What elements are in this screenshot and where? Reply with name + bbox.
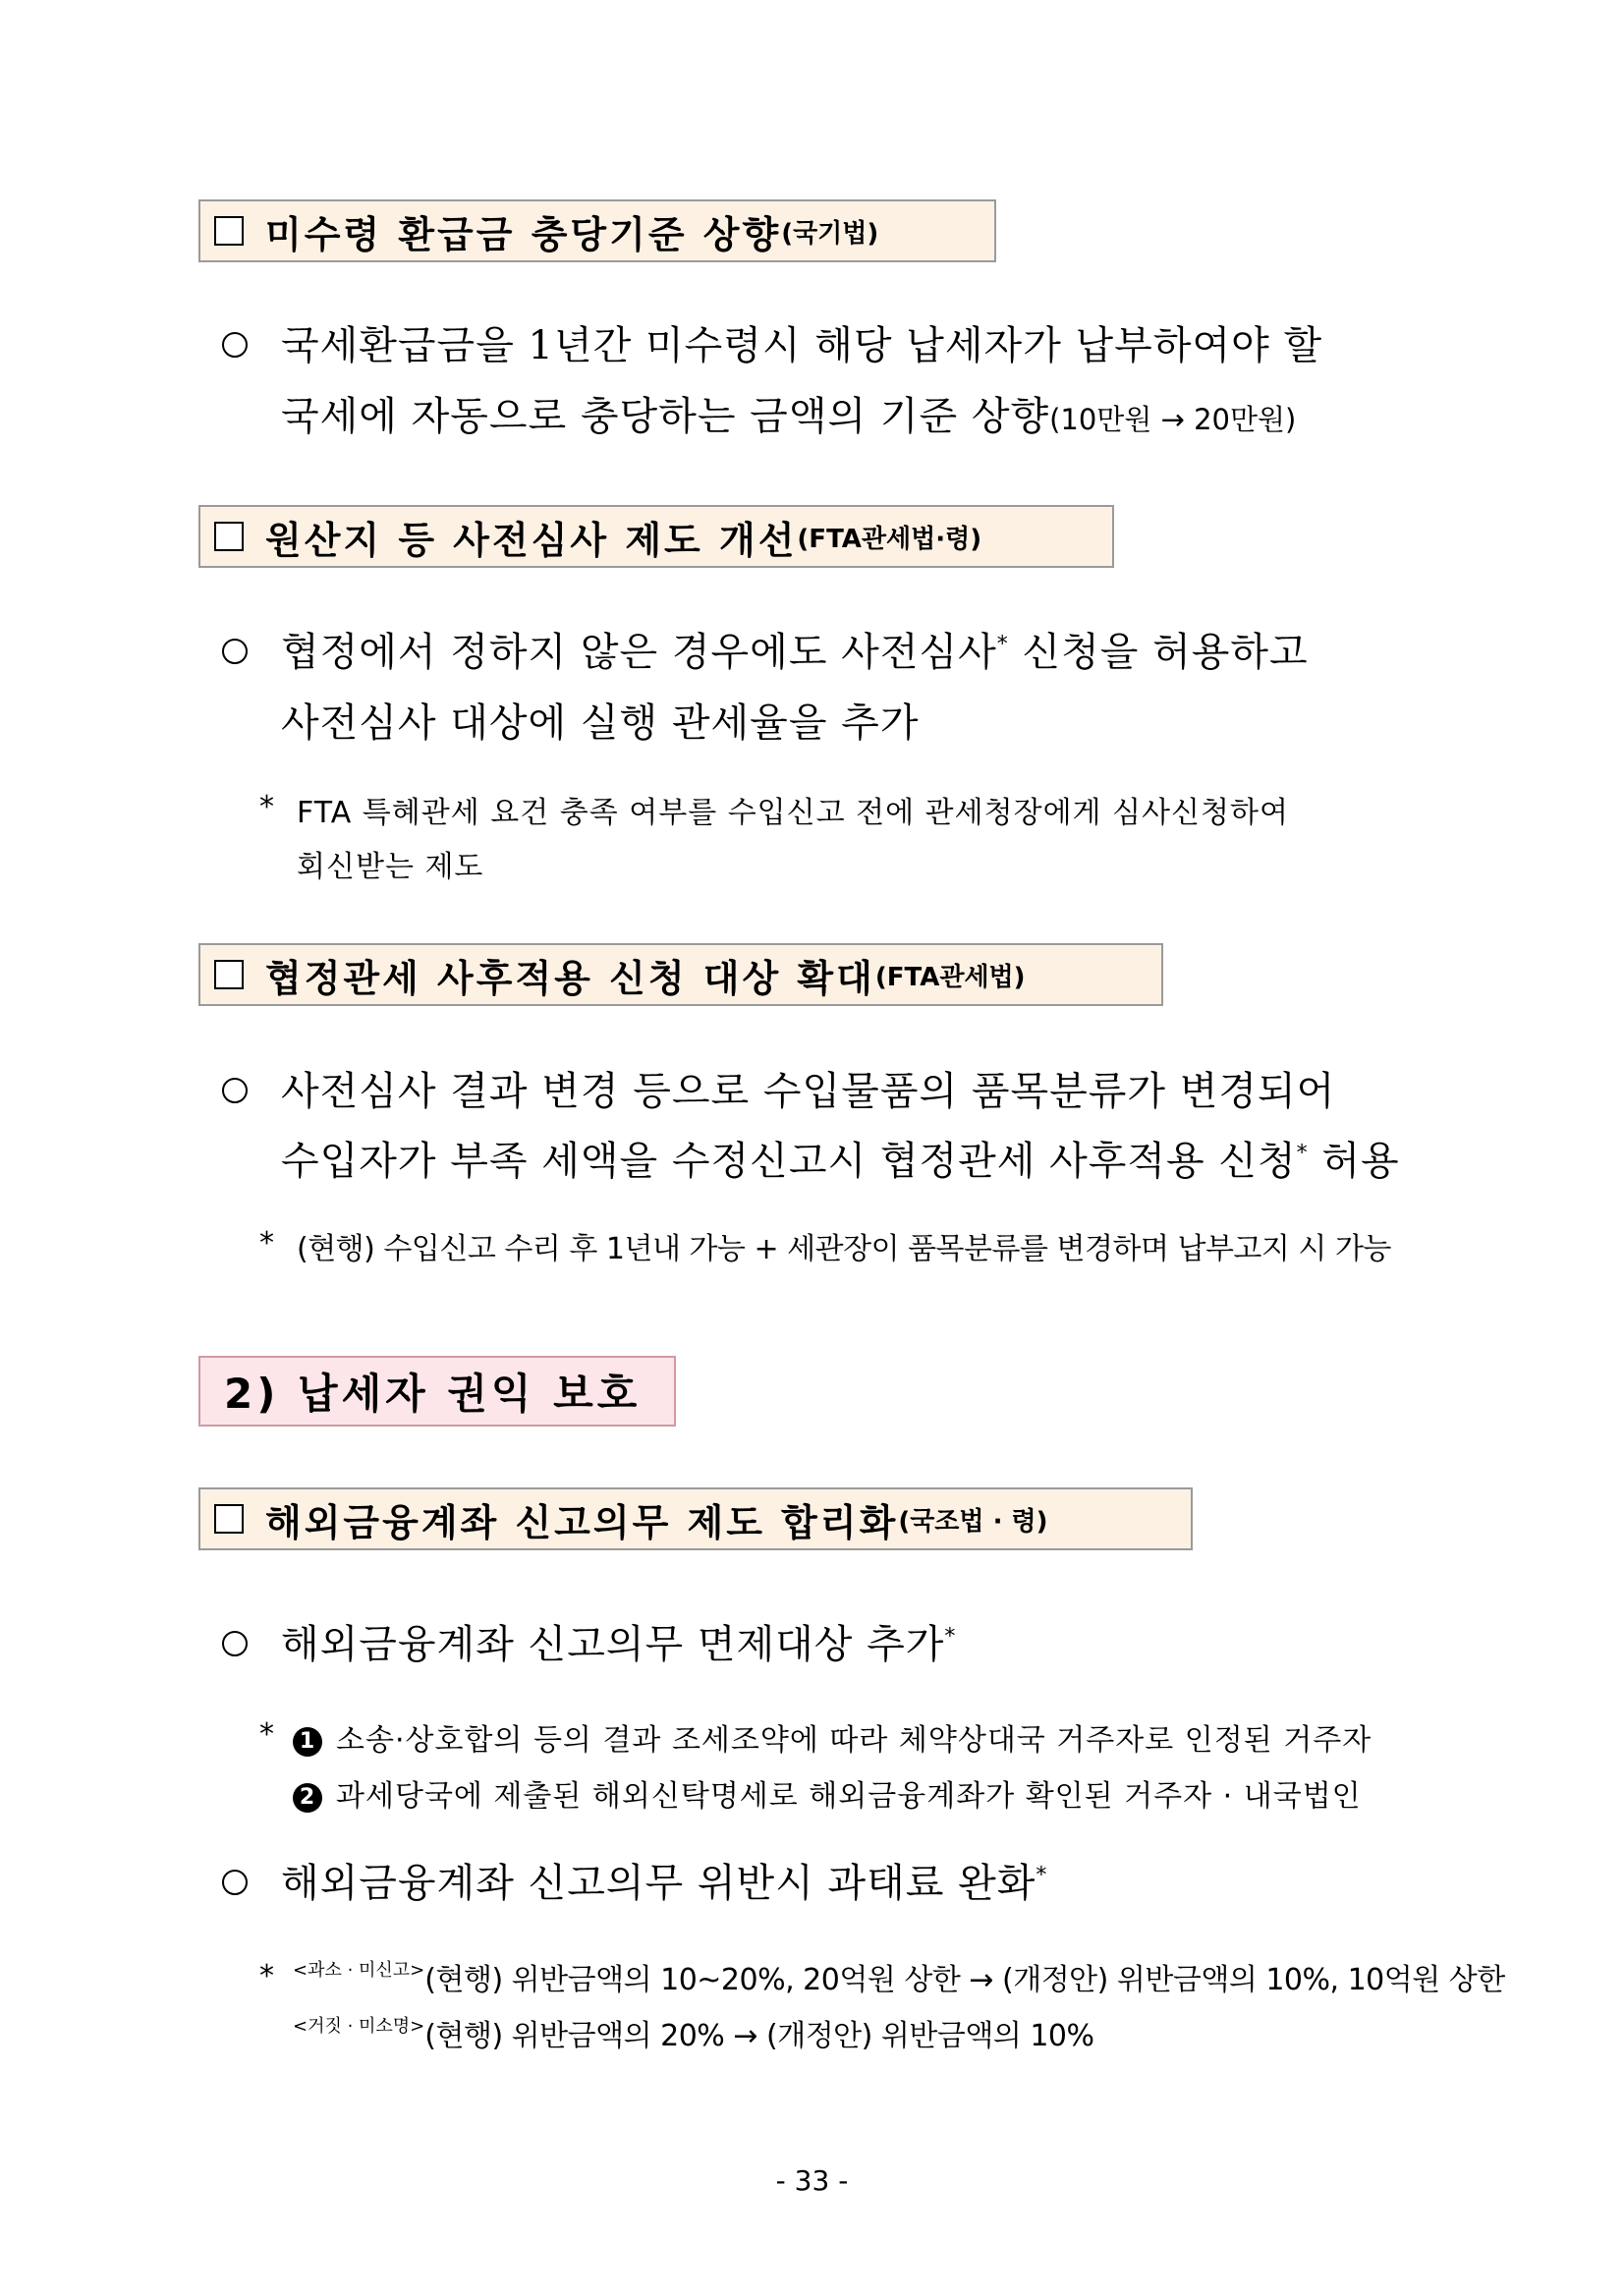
section-title-text: 2) 납세자 권익 보호	[224, 1370, 642, 1418]
heading-post-application	[198, 943, 1163, 1006]
checkbox-square-icon	[214, 960, 244, 989]
heading-law-suffix: (FTA관세법)	[874, 962, 1026, 992]
note-tag: <과소 · 미신고>	[293, 1960, 425, 1981]
note-line: (현행) 수입신고 수리 후 1년내 가능 + 세관장이 품목분류를 변경하며 납부고지 시 가능	[297, 1232, 1391, 1266]
note-tag: <거짓 · 미소명>	[293, 2016, 425, 2037]
point-line: 해외금융계좌 신고의무 위반시 과태료 완화	[281, 1861, 1036, 1906]
footnote-marker: *	[1296, 1141, 1309, 1166]
point-line: 국세환급금을 1년간 미수령시 해당 납세자가 납부하여야 할	[281, 323, 1323, 368]
point-text	[281, 1130, 1400, 1186]
note-text: 소송·상호합의 등의 결과 조세조약에 따라 체약상대국 거주자로 인정된 거주자	[336, 1723, 1372, 1758]
number-1-icon: 1	[293, 1727, 322, 1757]
point-text	[281, 621, 1309, 677]
point-line: 협정에서 정하지 않은 경우에도 사전심사	[281, 630, 997, 675]
bullet-circle-icon	[222, 1078, 248, 1103]
heading-overseas-account	[198, 1487, 1193, 1550]
point-line: 신청을 허용하고	[1008, 630, 1309, 675]
section-title-taxpayer-rights	[198, 1356, 676, 1427]
heading-title: 해외금융계좌 신고의무 제도 합리화	[265, 1500, 899, 1544]
checkbox-square-icon	[214, 522, 244, 551]
bullet-circle-icon	[222, 332, 248, 358]
checkbox-square-icon	[214, 1504, 244, 1534]
page-number: - 33 -	[775, 2164, 849, 2197]
bullet-circle-icon	[222, 1870, 248, 1895]
number-2-icon: 2	[293, 1783, 322, 1813]
footnote-marker: *	[996, 632, 1009, 657]
note-line	[293, 1771, 1362, 1815]
note-line: FTA 특혜관세 요건 충족 여부를 수입신고 전에 관세청장에게 심사신청하여	[297, 796, 1289, 830]
point-text	[281, 1060, 1335, 1116]
bullet-circle-icon	[222, 639, 248, 664]
note-line	[293, 2011, 1094, 2054]
note-star: *	[259, 1959, 274, 1993]
note-text: (현행) 위반금액의 20% → (개정안) 위반금액의 10%	[424, 2019, 1094, 2053]
bullet-circle-icon	[222, 1631, 248, 1656]
point-line: 사전심사 결과 변경 등으로 수입물품의 품목분류가 변경되어	[281, 1069, 1336, 1114]
checkbox-square-icon	[214, 216, 244, 246]
heading-title: 원산지 등 사전심사 제도 개선	[265, 518, 798, 562]
note-text: (현행) 위반금액의 10~20%, 20억원 상한 → (개정안) 위반금액의 10%, 10억원 상한	[424, 1963, 1505, 1997]
heading-law-suffix: (FTA관세법·령)	[797, 524, 982, 554]
heading-refund-offset	[198, 199, 996, 262]
point-text	[281, 1613, 956, 1669]
point-note-inline: (10만원 → 20만원)	[1049, 403, 1297, 436]
heading-law-suffix: (국기법)	[781, 218, 879, 249]
heading-title: 미수령 환급금 충당기준 상향	[265, 212, 782, 256]
point-text	[281, 385, 1296, 441]
note-line	[293, 1715, 1372, 1759]
point-text	[281, 314, 1322, 370]
point-line: 국세에 자동으로 충당하는 금액의 기준 상향	[281, 394, 1050, 439]
point-line: 수입자가 부족 세액을 수정신고시 협정관세 사후적용 신청	[281, 1139, 1297, 1184]
point-text	[281, 1852, 1047, 1908]
heading-origin-advance-ruling	[198, 505, 1114, 568]
note-line	[293, 1955, 1505, 1998]
point-text	[281, 692, 919, 748]
point-line: 사전심사 대상에 실행 관세율을 추가	[281, 700, 920, 746]
point-line: 해외금융계좌 신고의무 면제대상 추가	[281, 1622, 945, 1667]
footnote-marker: *	[944, 1624, 957, 1650]
note-line: 회신받는 제도	[297, 850, 484, 884]
note-star: *	[259, 790, 274, 824]
note-text: 과세당국에 제출된 해외신탁명세로 해외금융계좌가 확인된 거주자 · 내국법인	[336, 1779, 1362, 1814]
heading-title: 협정관세 사후적용 신청 대상 확대	[265, 956, 875, 1000]
footnote-marker: *	[1036, 1863, 1048, 1888]
note-star: *	[259, 1226, 274, 1260]
heading-law-suffix: (국조법 · 령)	[898, 1506, 1048, 1537]
note-star: *	[259, 1717, 274, 1752]
point-line: 허용	[1308, 1139, 1400, 1184]
